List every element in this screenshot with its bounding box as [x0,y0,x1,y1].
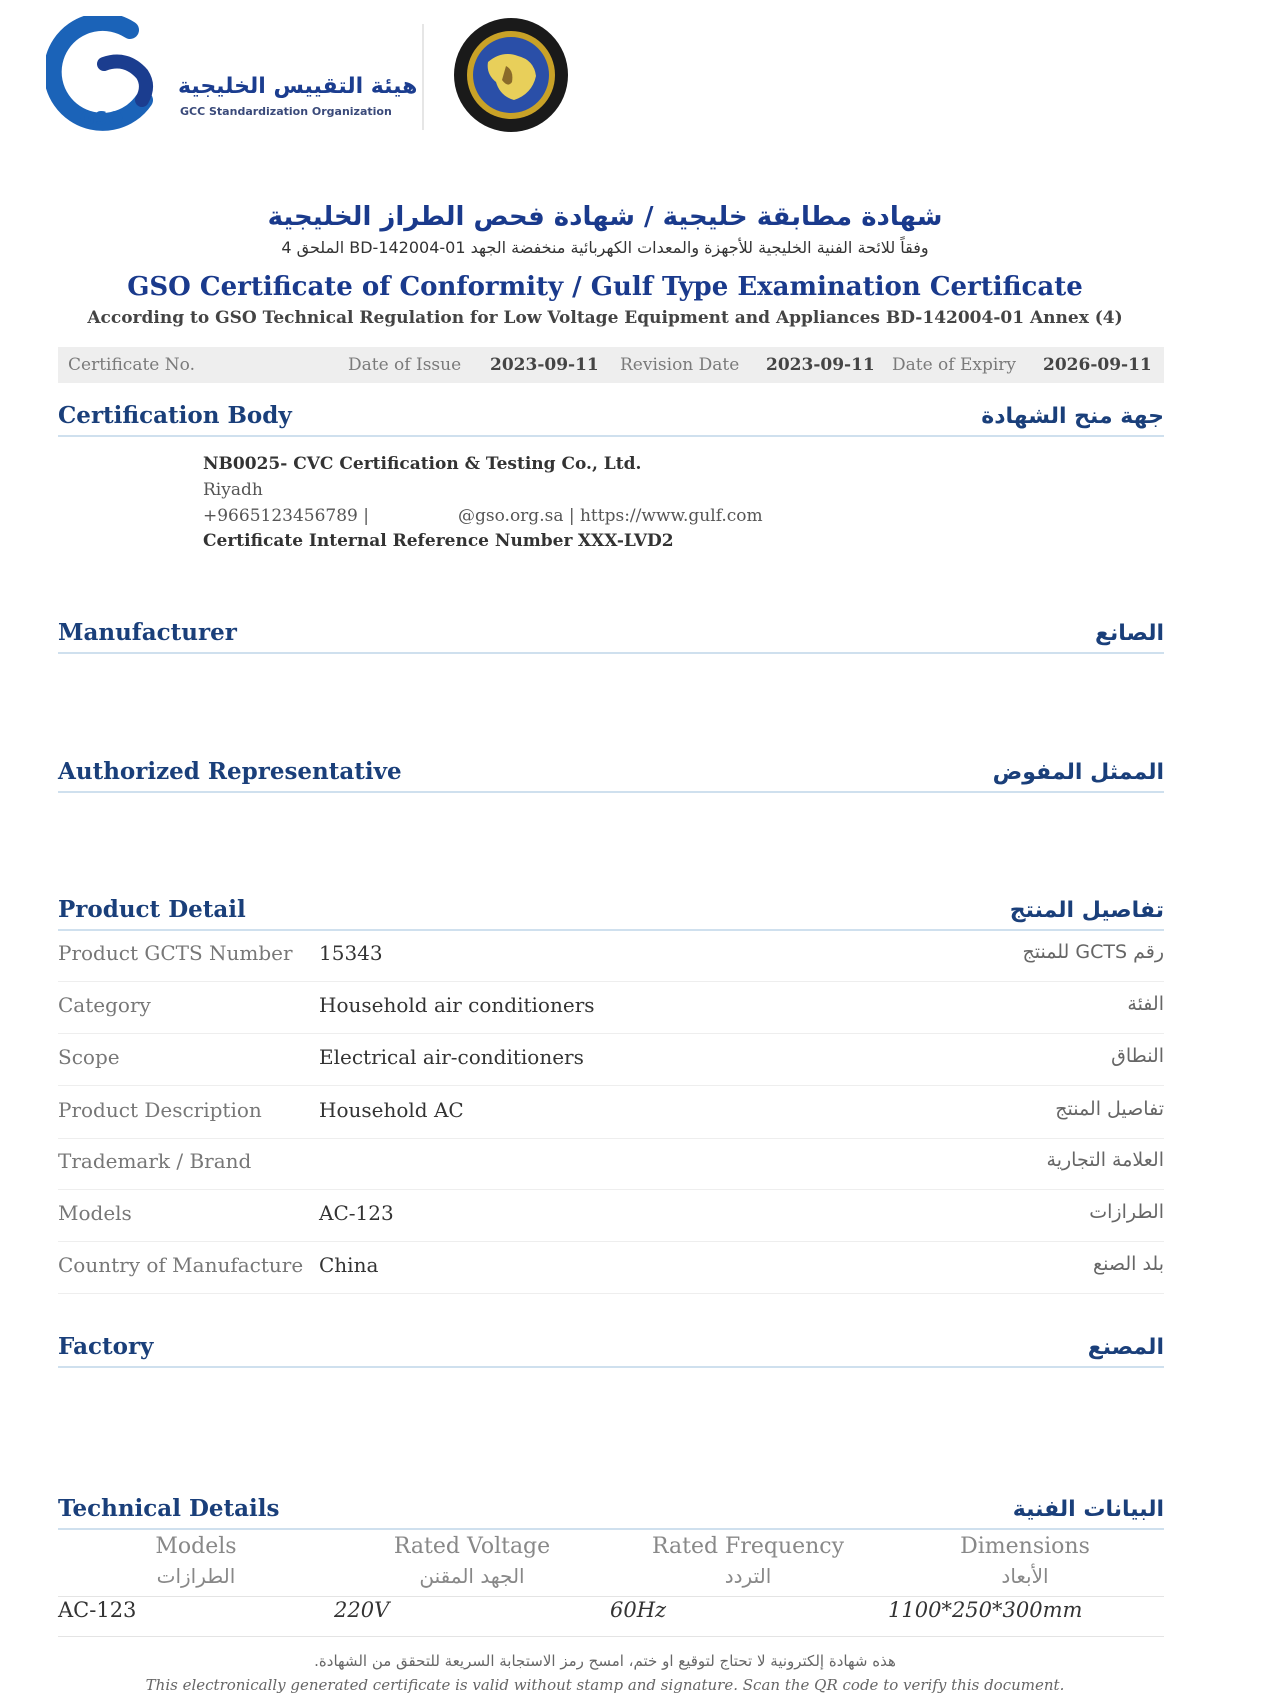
certification-body-phone: +9665123456789 | [203,506,369,526]
certification-body-city: Riyadh [203,480,263,500]
header-divider [422,24,424,130]
product-detail-heading: Product Detail [58,896,246,923]
column-header-frequency-ar: التردد [724,1564,772,1588]
technical-details-header [58,1488,1164,1530]
product-row-value: Household air conditioners [319,993,595,1017]
table-cell-model: AC-123 [58,1598,137,1622]
certificate-no-label: Certificate No. [68,355,195,375]
manufacturer-heading: Manufacturer [58,619,237,646]
table-divider [58,1596,1164,1597]
product-row [58,1033,1164,1086]
authorized-rep-header [58,751,1164,793]
product-row-value: Electrical air-conditioners [319,1045,584,1069]
product-row [58,1241,1164,1294]
manufacturer-header [58,612,1164,654]
product-detail-heading-ar: تفاصيل المنتج [1009,898,1164,923]
product-row-label: Trademark / Brand [58,1149,252,1173]
internal-reference-label: Certificate Internal Reference Number [203,531,573,551]
product-row-value: 15343 [319,941,383,965]
certification-body-heading: Certification Body [58,402,292,429]
product-row-label-ar: الطرازات [1089,1201,1164,1223]
product-row [58,1086,1164,1139]
factory-header [58,1326,1164,1368]
subtitle-en: According to GSO Technical Regulation for Low Voltage Equipment and Appliances BD-142004-01 Annex (4) [87,308,1123,328]
gso-logo-text: GSO [80,108,124,129]
product-row-label: Category [58,993,151,1017]
revision-date-value: 2023-09-11 [766,355,875,375]
table-bottom-divider [58,1636,1164,1637]
issue-date-value: 2023-09-11 [490,355,599,375]
factory-heading-ar: المصنع [1087,1335,1164,1360]
title-ar: شهادة مطابقة خليجية / شهادة فحص الطراز الخليجية [267,202,943,232]
column-header-voltage-ar: الجهد المقنن [419,1564,525,1588]
product-row-value: China [319,1253,379,1277]
column-header-dimensions: Dimensions [960,1534,1090,1559]
column-header-frequency: Rated Frequency [651,1534,845,1559]
column-header-models-ar: الطرازات [156,1564,236,1588]
product-row-label: Product Description [58,1098,262,1122]
table-cell-frequency: 60Hz [610,1598,667,1622]
column-header-models: Models [155,1534,237,1559]
product-row [58,929,1164,982]
product-row-label: Scope [58,1045,120,1069]
product-row-value: AC-123 [319,1201,394,1225]
product-row-label-ar: رقم GCTS للمنتج [1022,941,1164,963]
authorized-rep-heading: Authorized Representative [58,758,402,785]
product-row-label: Models [58,1201,132,1225]
product-row-label-ar: الفئة [1127,993,1164,1015]
column-header-dimensions-ar: الأبعاد [1001,1564,1049,1588]
table-cell-dimensions: 1100*250*300mm [888,1598,1083,1622]
table-cell-voltage: 220V [334,1598,390,1622]
product-row [58,1189,1164,1242]
product-detail-header [58,889,1164,931]
revision-date-label: Revision Date [620,355,740,375]
product-row-label: Product GCTS Number [58,941,293,965]
technical-details-heading: Technical Details [58,1495,280,1522]
org-name-ar: هيئة التقييس الخليجية [178,74,418,99]
certification-body-name: NB0025- CVC Certification & Testing Co., Ltd. [203,454,642,474]
internal-reference [203,531,674,551]
expiry-date-label: Date of Expiry [892,355,1017,375]
expiry-date-value: 2026-09-11 [1043,355,1152,375]
internal-reference-value: XXX-LVD2 [577,531,674,551]
certificate-info-bar [58,347,1164,383]
org-name-en: GCC Standardization Organization [180,105,392,118]
footer-note-ar: هذه شهادة إلكترونية لا تحتاج لتوقيع او ختم، امسح رمز الاستجابة السريعة للتحقق من الشهادة. [314,1652,896,1670]
manufacturer-heading-ar: الصانع [1094,621,1164,646]
certification-body-contact[interactable]: @gso.org.sa | https://www.gulf.com [458,506,763,526]
product-row-label: Country of Manufacture [58,1253,304,1277]
authorized-rep-heading-ar: الممثل المفوض [992,760,1164,785]
certification-body-header [58,395,1164,437]
gcc-emblem-icon [452,16,570,134]
product-row-label-ar: النطاق [1111,1045,1164,1067]
factory-heading: Factory [58,1333,154,1360]
title-en: GSO Certificate of Conformity / Gulf Type Examination Certificate [127,272,1083,302]
column-header-voltage: Rated Voltage [393,1534,551,1559]
footer-note-en: This electronically generated certificate is valid without stamp and signature. Scan the QR code to verify this document. [145,1676,1065,1694]
product-row-label-ar: بلد الصنع [1093,1253,1164,1275]
gso-logo [46,16,166,136]
product-row [58,981,1164,1034]
product-row [58,1137,1164,1190]
issue-date-label: Date of Issue [348,355,462,375]
product-row-label-ar: العلامة التجارية [1046,1149,1164,1171]
product-row-value: Household AC [319,1098,464,1122]
certification-body-heading-ar: جهة منح الشهادة [981,404,1164,429]
product-row-label-ar: تفاصيل المنتج [1055,1098,1164,1120]
technical-details-heading-ar: البيانات الفنية [1012,1497,1164,1522]
subtitle-ar: وفقاً للائحة الفنية الخليجية للأجهزة والمعدات الكهربائية منخفضة الجهد BD-142004-01 الملحق 4 [281,238,929,257]
